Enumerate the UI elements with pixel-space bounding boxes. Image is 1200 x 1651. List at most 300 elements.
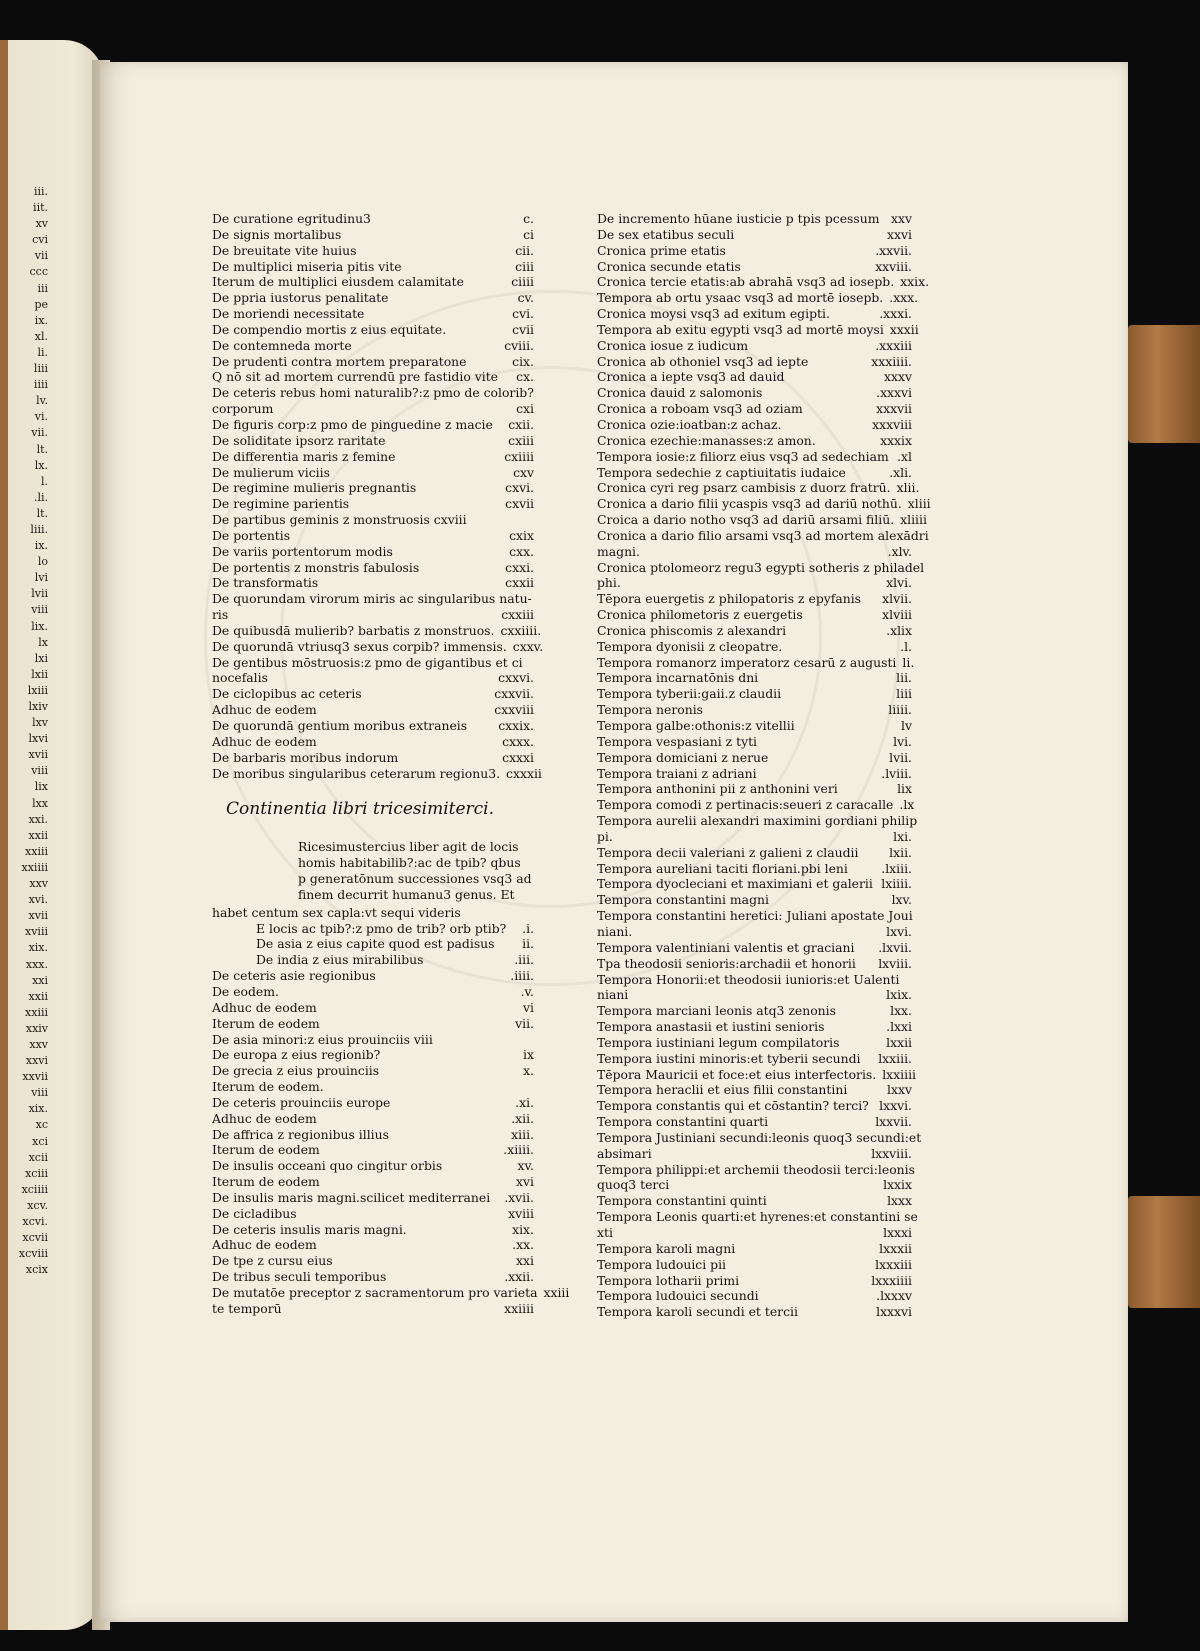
- left-margin-numeral: vii: [34, 249, 48, 263]
- left-margin-numeral: lv.: [36, 394, 48, 408]
- toc-entry-title: Tempora romanorz imperatorz cesarū z augusti: [597, 654, 897, 670]
- left-margin-numeral: ccc: [29, 265, 48, 279]
- toc-entry: [597, 1098, 912, 1114]
- toc-entry-title: Tempora karoli secundi et tercii: [597, 1304, 798, 1320]
- leather-strap-top: [1128, 325, 1200, 443]
- toc-entry: [212, 322, 534, 338]
- toc-entry-title: Adhuc de eodem: [212, 702, 317, 718]
- toc-entry: [597, 575, 912, 591]
- left-margin-numeral: xv: [35, 217, 48, 231]
- toc-entry-chapter-number: .xxx.: [889, 290, 919, 306]
- toc-entry-title: Tempora iustiniani legum compilatoris: [597, 1034, 840, 1050]
- toc-entry: [597, 1161, 915, 1178]
- toc-entry-chapter-number: vii.: [515, 1015, 534, 1031]
- toc-entry-chapter-number: xxxix: [880, 432, 912, 448]
- toc-entry-title: Cronica phiscomis z alexandri: [597, 622, 787, 638]
- toc-entry-title: Tempora traiani z adriani: [597, 765, 757, 781]
- toc-entry-chapter-number: .lviii.: [881, 765, 912, 781]
- toc-entry-chapter-number: xiii.: [511, 1126, 534, 1142]
- left-margin-numeral: lx: [38, 635, 48, 649]
- left-margin-numeral: viii: [31, 764, 48, 778]
- toc-entry: [597, 465, 912, 481]
- toc-entry: [212, 575, 534, 591]
- toc-entry-chapter-number: .l.: [900, 638, 912, 654]
- left-margin-numeral: xciii: [25, 1166, 48, 1180]
- toc-entry-chapter-number: cxxxi: [502, 749, 534, 765]
- toc-entry: [597, 1082, 912, 1098]
- toc-entry-title: Croica a dario notho vsq3 ad dariū arsami filiū.: [597, 512, 895, 528]
- toc-entry-chapter-number: lxxxvi: [876, 1304, 912, 1320]
- toc-entry-title: Tempora constantis qui et cōstantin? terci?: [597, 1098, 869, 1114]
- toc-entry: [212, 369, 534, 385]
- toc-entry-chapter-number: ci: [523, 226, 534, 242]
- toc-entry: [597, 385, 912, 401]
- toc-entry: [597, 750, 912, 766]
- toc-entry: [212, 622, 542, 639]
- toc-entry-title: pi.: [597, 828, 613, 844]
- toc-entry-title: Tempora aureliani taciti floriani.pbi leni: [597, 860, 848, 876]
- toc-entry-title: De sex etatibus seculi: [597, 226, 735, 242]
- toc-entry: [212, 338, 534, 354]
- toc-entry: [597, 1003, 912, 1019]
- left-margin-numeral: xxv: [29, 1037, 48, 1051]
- toc-entry-title: Tempora neronis: [597, 702, 704, 718]
- toc-entry-title: Cronica a roboam vsq3 ad oziam: [597, 401, 803, 417]
- left-margin-numeral: vii.: [31, 426, 48, 440]
- left-margin-numeral: lxiv: [28, 700, 48, 713]
- toc-entry: [212, 480, 534, 496]
- left-margin-numeral: xxx.: [25, 957, 48, 971]
- toc-entry: [212, 417, 534, 433]
- left-margin-numeral: xix.: [28, 941, 48, 955]
- toc-entry-chapter-number: x.: [523, 1063, 534, 1079]
- toc-entry: [597, 559, 925, 576]
- left-margin-numeral: vi.: [34, 410, 48, 424]
- toc-entry-chapter-number: cxvi.: [505, 480, 534, 496]
- toc-entry-chapter-number: .v.: [520, 983, 534, 999]
- toc-entry-title: De breuitate vite huius: [212, 242, 357, 258]
- toc-entry-title: De figuris corp:z pmo de pinguedine z macie: [212, 416, 493, 432]
- toc-list-b: [212, 968, 570, 1317]
- toc-entry: [212, 591, 534, 607]
- toc-entry-chapter-number: xlii.: [896, 480, 920, 496]
- toc-entry-chapter-number: .xxxiii: [875, 337, 912, 353]
- toc-entry: [597, 354, 912, 370]
- toc-entry-title: Tempora dyocleciani et maximiani et galerii: [597, 876, 873, 892]
- toc-entry-chapter-number: c.: [523, 211, 534, 226]
- left-margin-numeral: lt.: [36, 442, 48, 456]
- toc-entry-title: De eodem.: [212, 983, 279, 999]
- toc-entry: [597, 1288, 912, 1304]
- left-margin-numeral: l.: [40, 474, 48, 488]
- toc-entry-title: Iterum de eodem: [212, 1174, 320, 1190]
- toc-entry-title: De cicladibus: [212, 1205, 297, 1221]
- left-margin-numeral: iii: [37, 281, 48, 295]
- toc-entry: [597, 1241, 912, 1257]
- toc-entry-title: absimari: [597, 1145, 652, 1161]
- toc-entry: [597, 940, 912, 956]
- left-margin-numeral: lix: [34, 780, 48, 794]
- left-margin-numeral: liii.: [30, 522, 48, 536]
- toc-entry-chapter-number: lxxix: [883, 1177, 912, 1193]
- toc-entry-title: Cronica dauid z salomonis: [597, 385, 763, 401]
- toc-entry-title: Tempora Justiniani secundi:leonis quoq3 secundi:et: [597, 1129, 922, 1145]
- toc-entry: [212, 465, 534, 481]
- left-margin-numeral: xcii: [28, 1150, 48, 1164]
- toc-entry-chapter-number: cxv: [513, 464, 534, 480]
- toc-entry: [212, 401, 534, 417]
- toc-entry: [597, 274, 930, 290]
- intro-line: p generatōnum successiones vsq3 ad: [298, 871, 532, 887]
- toc-entry-title: quoq3 terci: [597, 1177, 670, 1193]
- toc-entry: [597, 702, 912, 718]
- toc-entry-chapter-number: ciii: [515, 258, 534, 274]
- toc-entry: [597, 591, 912, 607]
- left-margin-numeral: lxiii: [27, 683, 48, 697]
- toc-entry-chapter-number: xxiiii: [504, 1300, 534, 1316]
- toc-entry-title: Tempora incarnatōnis dni: [597, 670, 759, 686]
- left-margin-numeral: lix.: [31, 619, 48, 633]
- intro-paragraph: [212, 839, 534, 902]
- toc-entry-chapter-number: cvii: [512, 321, 534, 337]
- toc-entry: [212, 638, 544, 655]
- toc-entry-title: niani: [597, 987, 629, 1003]
- toc-entry-chapter-number: lxix.: [886, 987, 912, 1003]
- toc-entry-title: Tempora ab exitu egypti vsq3 ad mortē moysi: [597, 321, 884, 337]
- toc-entry: [212, 1301, 534, 1317]
- right-column: [597, 211, 931, 1320]
- toc-entry-chapter-number: xxxii: [889, 321, 919, 337]
- toc-entry-title: Adhuc de eodem: [212, 1110, 317, 1126]
- toc-entry: [212, 1253, 534, 1269]
- toc-entry-chapter-number: lix: [897, 781, 912, 797]
- toc-entry-title: Tempora Leonis quarti:et hyrenes:et constantini se: [597, 1209, 918, 1225]
- toc-entry-title: De affrica z regionibus illius: [212, 1126, 389, 1142]
- toc-entry: [212, 433, 534, 449]
- toc-list-c: [597, 211, 931, 1320]
- toc-entry-chapter-number: lxxxi: [883, 1225, 912, 1240]
- toc-entry: [597, 924, 912, 940]
- toc-entry-title: De quorundā vtriusq3 sexus corpib? immensis.: [212, 638, 507, 654]
- toc-entry: [597, 861, 912, 877]
- toc-entry: [597, 781, 912, 797]
- toc-entry-chapter-number: cxxiii: [501, 607, 534, 623]
- left-margin-numeral: pe: [34, 297, 48, 311]
- left-margin-numeral: viii: [31, 603, 48, 617]
- toc-entry: [212, 718, 534, 734]
- toc-entry-chapter-number: liii: [896, 686, 912, 702]
- toc-entry: [212, 211, 534, 227]
- toc-entry-title: Tempora ludouici secundi: [597, 1288, 759, 1304]
- toc-entry: [597, 813, 918, 829]
- toc-entry-chapter-number: xviii: [508, 1205, 534, 1221]
- toc-entry-chapter-number: cxxv.: [512, 638, 544, 654]
- toc-entry-chapter-number: .lxiii.: [881, 860, 912, 876]
- toc-entry: [597, 527, 929, 544]
- toc-entry: [597, 1273, 912, 1289]
- toc-entry-title: De variis portentorum modis: [212, 543, 393, 559]
- toc-entry-chapter-number: lxxiii.: [878, 1050, 912, 1066]
- toc-entry-chapter-number: ciiii: [511, 274, 534, 290]
- toc-entry-title: Tempora valentiniani valentis et graciani: [597, 939, 855, 955]
- toc-entry-title: Tempora ludouici pii: [597, 1256, 726, 1272]
- toc-entry-chapter-number: lvii.: [889, 749, 912, 765]
- left-margin-numeral: xvii: [28, 748, 48, 762]
- left-margin-numeral: li.: [37, 345, 48, 359]
- left-margin-numeral: iiii: [33, 378, 48, 392]
- toc-entry: [597, 734, 912, 750]
- toc-entry-chapter-number: lvi.: [893, 733, 912, 749]
- toc-entry-title: Tempora vespasiani z tyti: [597, 733, 758, 749]
- toc-entry-title: Tempora domiciani z nerue: [597, 749, 769, 765]
- toc-entry-chapter-number: .iiii.: [510, 968, 534, 984]
- toc-entry-title: De quorundam virorum miris ac singularibus natu-: [212, 591, 532, 607]
- toc-entry-title: De tpe z cursu eius: [212, 1253, 333, 1269]
- toc-entry: [597, 417, 912, 433]
- toc-entry: [597, 797, 915, 813]
- left-margin-numeral: lxi: [34, 651, 48, 665]
- toc-entry: [212, 1269, 534, 1285]
- toc-entry: [597, 369, 912, 385]
- toc-entry-title: De ciclopibus ac ceteris: [212, 686, 362, 702]
- toc-entry: [212, 1190, 534, 1206]
- left-margin-numeral: xxv: [29, 877, 48, 891]
- toc-entry-chapter-number: xlvi.: [886, 575, 912, 591]
- toc-entry: [212, 385, 534, 401]
- toc-entry: [212, 968, 534, 984]
- left-margin-numeral: xcvi.: [22, 1215, 48, 1228]
- left-margin-numeral: lxvi: [28, 732, 48, 746]
- toc-entry: [597, 1209, 918, 1225]
- toc-entry-chapter-number: cx.: [516, 369, 534, 385]
- toc-entry: [597, 1114, 912, 1130]
- left-margin-numeral: xcviii: [18, 1247, 48, 1261]
- toc-entry-chapter-number: .xxii.: [504, 1269, 534, 1285]
- toc-entry-title: De mulierum viciis: [212, 464, 330, 480]
- toc-entry: [597, 766, 912, 782]
- toc-entry-chapter-number: cix.: [512, 353, 534, 369]
- leather-strap-bottom: [1128, 1196, 1200, 1308]
- section-heading: Continentia libri tricesimiterci.: [226, 799, 495, 820]
- toc-entry: [597, 1257, 912, 1273]
- toc-entry: [212, 1127, 534, 1143]
- toc-entry-chapter-number: .xl: [897, 448, 912, 464]
- left-margin-numeral: xxii: [28, 989, 48, 1003]
- toc-entry-title: De soliditate ipsorz raritate: [212, 432, 386, 448]
- left-margin-numeral: liii: [33, 362, 48, 376]
- toc-entry: [597, 338, 912, 354]
- toc-entry-chapter-number: ix: [523, 1047, 534, 1063]
- toc-entry-title: De regimine parientis: [212, 496, 350, 512]
- toc-entry: [212, 686, 534, 702]
- left-margin-numeral: xciiii: [21, 1182, 48, 1196]
- toc-entry-title: De ceteris insulis maris magni.: [212, 1221, 407, 1237]
- toc-entry: [597, 654, 915, 671]
- toc-entry-chapter-number: ii.: [522, 936, 534, 952]
- toc-entry: [597, 623, 912, 639]
- toc-entry-title: De transformatis: [212, 575, 319, 591]
- toc-entry-chapter-number: .xlix: [886, 622, 912, 638]
- toc-entry-title: magni.: [597, 543, 640, 559]
- toc-entry: [597, 972, 912, 988]
- left-margin-numeral: iit.: [33, 201, 48, 215]
- toc-entry: [597, 686, 912, 702]
- toc-entry-chapter-number: vi: [523, 999, 534, 1015]
- toc-entry-chapter-number: .xlv.: [887, 543, 912, 559]
- toc-entry: [212, 449, 534, 465]
- left-margin-numeral: xxiv: [25, 1021, 48, 1035]
- toc-entry-title: Tempora lotharii primi: [597, 1272, 740, 1288]
- toc-entry-title: De ceteris rebus homi naturalib?:z pmo de colorib?: [212, 385, 534, 401]
- toc-entry-chapter-number: .xiiii.: [503, 1142, 534, 1158]
- toc-entry-chapter-number: cxvii: [505, 496, 534, 512]
- toc-entry-title: Tēpora euergetis z philopatoris z epyfanis: [597, 591, 862, 607]
- toc-entry: [212, 936, 534, 952]
- toc-entry-title: De portentis: [212, 527, 291, 543]
- toc-entry-chapter-number: lv: [901, 718, 912, 733]
- toc-entry-title: Tempora iosie:z filiorz eius vsq3 ad sedechiam: [597, 448, 889, 464]
- toc-entry: [212, 512, 534, 528]
- toc-entry-chapter-number: lxxii: [886, 1034, 912, 1050]
- left-margin-numeral: xvi.: [28, 893, 48, 907]
- toc-entry: [212, 544, 534, 560]
- toc-entry-title: phi.: [597, 575, 621, 591]
- left-margin-numeral: lvii: [31, 587, 48, 601]
- toc-entry-chapter-number: cii.: [515, 242, 534, 258]
- toc-entry-title: Tempora constantini magni: [597, 892, 769, 908]
- toc-entry-chapter-number: cxxiiii.: [500, 622, 542, 638]
- toc-entry-title: corporum: [212, 401, 274, 417]
- toc-entry-chapter-number: xxviii.: [875, 258, 912, 274]
- toc-entry-title: Cronica tercie etatis:ab abrahā vsq3 ad iosepb.: [597, 274, 895, 290]
- left-margin-numeral: lt.: [36, 506, 48, 520]
- toc-entry-chapter-number: .lx: [899, 797, 915, 813]
- toc-entry: [597, 496, 931, 512]
- toc-entry-title: nocefalis: [212, 670, 268, 686]
- toc-entry-chapter-number: .xxxvi: [876, 385, 912, 401]
- toc-entry-chapter-number: li.: [902, 654, 915, 670]
- toc-entry-title: De compendio mortis z eius equitate.: [212, 321, 447, 337]
- toc-entry-title: De partibus geminis z monstruosis cxviii: [212, 512, 467, 528]
- toc-entry: [597, 290, 919, 306]
- toc-entry-title: De insulis maris magni.scilicet mediterranei: [212, 1189, 491, 1205]
- toc-entry-title: Tempora ab ortu ysaac vsq3 ad mortē iosepb.: [597, 290, 884, 306]
- toc-entry: [212, 560, 534, 576]
- toc-entry-title: Tempora constantini quinti: [597, 1193, 767, 1209]
- toc-entry-title: E locis ac tpib?:z pmo de trib? orb ptib?: [256, 920, 507, 936]
- left-margin-numeral: xxvi: [25, 1054, 48, 1068]
- intro-line: Ricesimustercius liber agit de locis: [298, 839, 519, 855]
- toc-entry-chapter-number: .xxvii.: [875, 242, 912, 258]
- toc-entry: [212, 528, 534, 544]
- toc-entry-title: Tempora galbe:othonis:z vitellii: [597, 718, 795, 733]
- toc-entry-title: De incremento hūane iusticie p tpis pcessum: [597, 211, 880, 226]
- toc-entry: [212, 243, 534, 259]
- left-margin-numeral: lxv: [32, 716, 48, 730]
- toc-entry-title: Cronica a dario filii ycaspis vsq3 ad dariū nothū.: [597, 496, 902, 512]
- toc-entry-title: Tempora comodi z pertinacis:seueri z caracalle: [597, 797, 894, 813]
- toc-entry: [212, 496, 534, 512]
- toc-entry-title: Cronica ezechie:manasses:z amon.: [597, 432, 816, 448]
- toc-entry-title: Cronica a dario filio arsami vsq3 ad mortem alexādri: [597, 527, 929, 543]
- toc-entry: [597, 1019, 912, 1035]
- toc-entry-chapter-number: xxix.: [900, 274, 930, 290]
- toc-entry-chapter-number: xliiii: [900, 512, 927, 528]
- toc-entry-chapter-number: xxv: [891, 211, 912, 226]
- toc-entry-title: ris: [212, 607, 229, 623]
- toc-entry-chapter-number: xxi: [516, 1253, 534, 1269]
- toc-entry-title: De quibusdā mulierib? barbatis z monstruos.: [212, 622, 495, 638]
- toc-entry-chapter-number: lxxviii.: [871, 1145, 912, 1161]
- toc-entry-chapter-number: .xii.: [511, 1110, 534, 1126]
- toc-entry-title: Tempora heraclii et eius filii constantini: [597, 1082, 848, 1098]
- toc-entry-chapter-number: xv.: [517, 1158, 534, 1174]
- toc-entry-title: Tempora iustini minoris:et tyberii secundi: [597, 1050, 861, 1066]
- toc-entry-title: De differentia maris z femine: [212, 448, 396, 464]
- toc-entry-title: Tempora marciani leonis atq3 zenonis: [597, 1003, 836, 1019]
- toc-entry: [597, 211, 912, 227]
- toc-entry: [212, 1016, 534, 1032]
- toc-entry: [212, 984, 534, 1000]
- toc-entry: [597, 987, 912, 1003]
- toc-entry-chapter-number: lxv.: [891, 892, 912, 908]
- toc-entry-title: De barbaris moribus indorum: [212, 749, 399, 765]
- toc-entry-title: De ceteris prouinciis europe: [212, 1094, 391, 1110]
- toc-entry-title: Tempora constantini quarti: [597, 1114, 769, 1130]
- intro-full-line: [212, 905, 534, 921]
- toc-entry: [597, 607, 912, 623]
- toc-entry: [597, 1146, 912, 1162]
- toc-entry-chapter-number: cxxii: [505, 575, 534, 591]
- left-margin-numeral: ix.: [34, 539, 48, 553]
- left-margin-numeral: xcix: [25, 1263, 48, 1277]
- left-margin-numeral: .li.: [33, 490, 48, 504]
- toc-entry-chapter-number: cviii.: [504, 337, 534, 353]
- toc-entry-title: Cronica iosue z iudicum: [597, 337, 749, 353]
- left-margin-numeral: xl.: [34, 329, 48, 343]
- toc-entry: [212, 1111, 534, 1127]
- toc-entry-chapter-number: cxxx.: [502, 733, 534, 749]
- left-margin-numeral: ix.: [34, 313, 48, 327]
- left-page-edge: [0, 40, 8, 1630]
- toc-entry: [597, 243, 912, 259]
- toc-entry-chapter-number: cxxviii: [494, 702, 534, 718]
- toc-entry-chapter-number: lii.: [896, 670, 912, 686]
- toc-entry-title: Tēpora Mauricii et foce:et eius interfectoris.: [597, 1066, 877, 1082]
- toc-entry-chapter-number: xix.: [512, 1221, 534, 1237]
- toc-entry: [212, 702, 534, 718]
- toc-entry: [212, 1095, 534, 1111]
- toc-entry: [597, 956, 912, 972]
- toc-entry: [212, 1032, 534, 1048]
- toc-entry: [212, 1237, 534, 1253]
- left-margin-numeral: xxvii: [22, 1070, 48, 1084]
- toc-entry: [597, 433, 912, 449]
- toc-entry: [212, 921, 534, 937]
- toc-entry-title: Tempora constantini heretici: Juliani apostate Joui: [597, 908, 913, 924]
- toc-entry-chapter-number: xliii: [907, 496, 931, 512]
- toc-entry-chapter-number: xxxvii: [876, 401, 912, 417]
- toc-entry: [597, 670, 912, 686]
- toc-entry-chapter-number: .lxxxv: [876, 1288, 912, 1304]
- toc-entry-chapter-number: .xvii.: [504, 1189, 534, 1205]
- toc-entry-chapter-number: lxviii.: [878, 955, 912, 971]
- toc-entry-chapter-number: cvi.: [512, 306, 534, 322]
- toc-entry-title: Cronica ozie:ioatban:z achaz.: [597, 416, 782, 432]
- toc-entry-chapter-number: cxiii: [508, 432, 534, 448]
- toc-entry-title: Adhuc de eodem: [212, 733, 317, 749]
- toc-entry: [597, 829, 912, 845]
